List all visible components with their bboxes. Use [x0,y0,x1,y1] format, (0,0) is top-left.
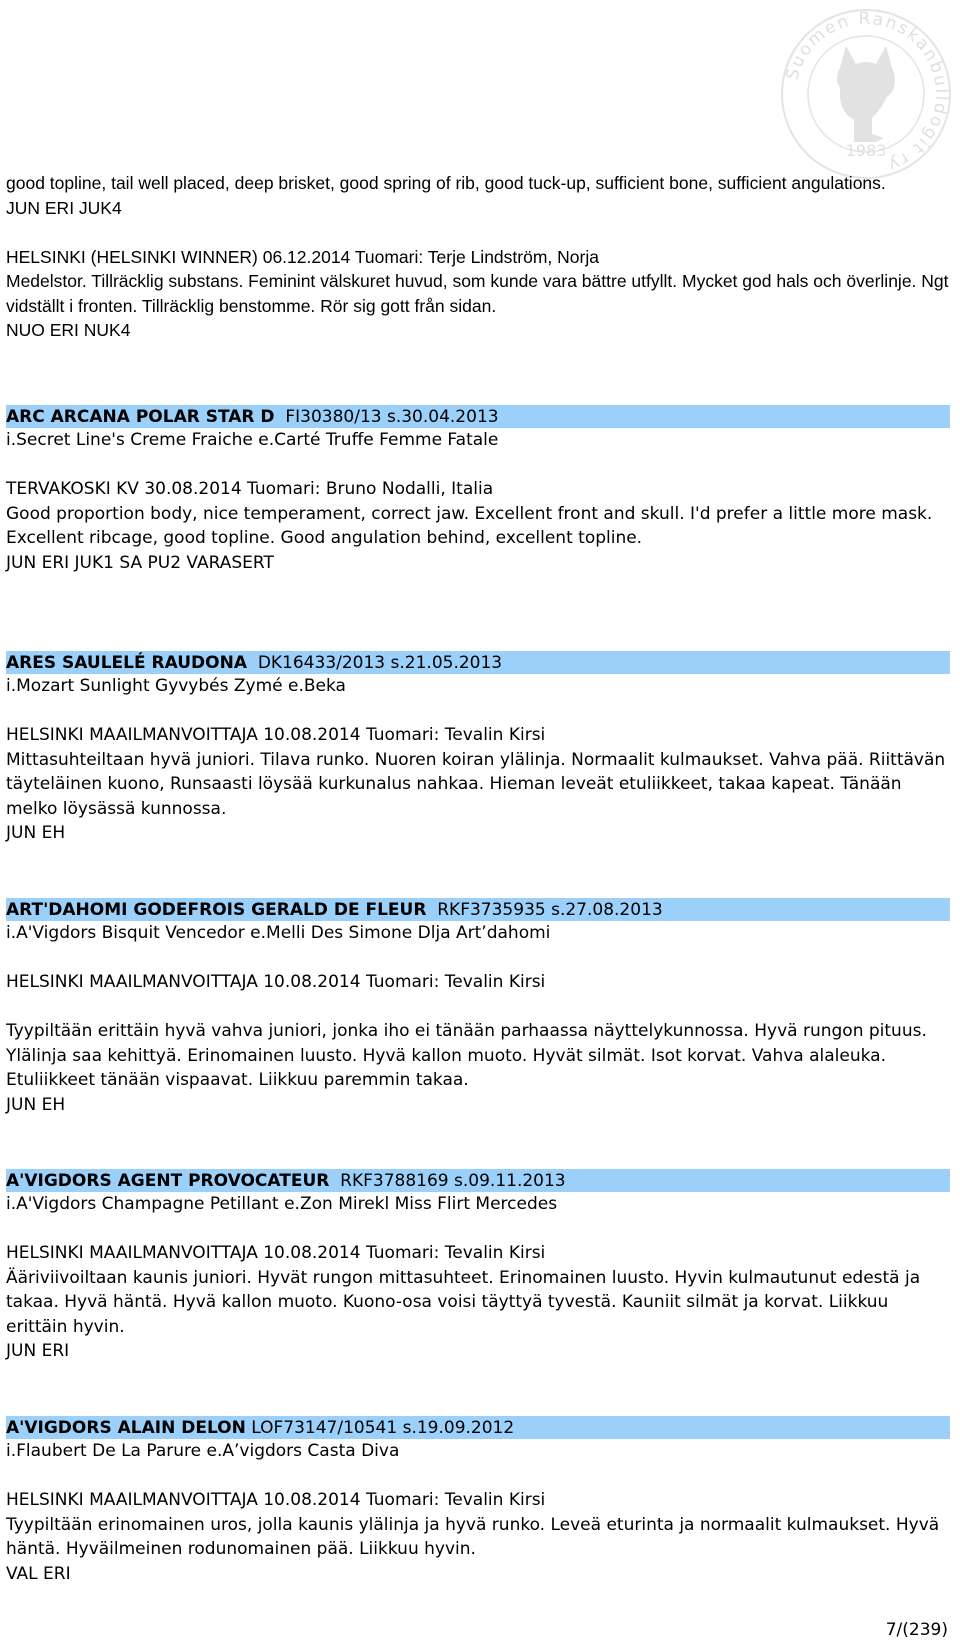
critique-text: Tyypiltään erinomainen uros, jolla kaunis ylälinja ja hyvä runko. Leveä eturinta ja normaalit kulmaukset. Hyvä häntä. Hyväilmeinen rodunomainen pää. Liikkuu hyvin. [6,1514,940,1559]
dog-registration: RKF3735935 s.27.08.2013 [437,900,663,920]
critique-text: Mittasuhteiltaan hyvä juniori. Tilava runko. Nuoren koiran ylälinja. Normaalit kulmaukset. Vahva pää. Riittävän täyteläinen kuono, Runsaasti löysää kurkunalus nahkaa. Hieman leveät etuliikkeet, takaa kapeat. Tänään melko löysässä kunnossa. [6,749,946,819]
dog-name: A'VIGDORS ALAIN DELON [6,1418,246,1438]
dog-header [6,405,950,428]
dog-parents: i.Flaubert De La Parure e.A’vigdors Casta Diva [6,1441,400,1461]
dog-parents: i.Mozart Sunlight Gyvybés Zymé e.Beka [6,676,346,696]
result-line: JUN EH [6,1094,66,1115]
dog-entry [6,405,950,575]
result-line: JUN ERI [6,1341,70,1361]
dog-parents: i.Secret Line's Creme Fraiche e.Carté Truffe Femme Fatale [6,430,499,450]
critique-text: Medelstor. Tillräcklig substans. Feminint välskuret huvud, som kunde vara bättre utfyllt. Mycket god hals och överlinje. Ngt vidställt i fronten. Tillräcklig benstomme. Rör sig gott från sidan. [6,271,949,316]
show-line: HELSINKI MAAILMANVOITTAJA 10.08.2014 Tuomari: Tevalin Kirsi [6,1243,546,1263]
dog-header [6,1169,950,1192]
seal-year: 1983 [845,141,887,160]
dog-entry [6,1169,950,1364]
dog-name: ART'DAHOMI GODEFROIS GERALD DE FLEUR [6,900,427,920]
result-line: JUN EH [6,823,66,843]
dog-header [6,651,950,674]
critique-text: Tyypiltään erittäin hyvä vahva juniori, jonka iho ei tänään parhaassa näyttelykunnossa. Hyvä rungon pituus. Ylälinja saa kehittyä. Erinomainen luusto. Hyvä kallon muoto. Hyvät silmät. Isot korvat. Vahva alaleuka. Etuliikkeet tänään vispaavat. Liikkuu paremmin takaa. [6,1021,927,1090]
dog-header [6,898,950,921]
club-seal-watermark [778,6,954,182]
show-line: HELSINKI MAAILMANVOITTAJA 10.08.2014 Tuomari: Tevalin Kirsi [6,972,546,992]
dog-entry [6,651,950,846]
result-line: VAL ERI [6,1563,71,1584]
bulldog-icon [837,46,895,142]
dog-parents: i.A'Vigdors Champagne Petillant e.Zon Mirekl Miss Flirt Mercedes [6,1194,558,1214]
show-line: HELSINKI MAAILMANVOITTAJA 10.08.2014 Tuomari: Tevalin Kirsi [6,1490,546,1510]
dog-entry [6,1416,950,1586]
critique-text: Ääriviivoiltaan kaunis juniori. Hyvät rungon mittasuhteet. Erinomainen luusto. Hyvin kulmautunut edestä ja takaa. Hyvä häntä. Hyvä kallon muoto. Kuono-osa voisi täyttyä tyvestä. Kauniit silmät ja korvat. Liikkuu erittäin hyvin. [6,1267,921,1337]
dog-name: ARC ARCANA POLAR STAR D [6,407,275,427]
dog-registration: LOF73147/10541 s.19.09.2012 [251,1418,515,1438]
show-line: HELSINKI MAAILMANVOITTAJA 10.08.2014 Tuomari: Tevalin Kirsi [6,725,546,745]
show-line: TERVAKOSKI KV 30.08.2014 Tuomari: Bruno Nodalli, Italia [6,479,494,499]
result-line: JUN ERI JUK4 [6,197,122,218]
seal-ring-text: Suomen Ranskanbulldogit ry [782,8,952,176]
critique-text: Good proportion body, nice temperament, correct jaw. Excellent front and skull. I'd prefer a little more mask. Excellent ribcage, good topline. Good angulation behind, excellent topline. [6,503,933,548]
critique-text: good topline, tail well placed, deep brisket, good spring of rib, good tuck-up, sufficient bone, sufficient angulations. [6,173,886,193]
dog-registration: DK16433/2013 s.21.05.2013 [257,653,503,673]
dog-parents: i.A'Vigdors Bisquit Vencedor e.Melli Des Simone Dlja Art’dahomi [6,923,551,943]
dog-header [6,1416,950,1439]
result-line: JUN ERI JUK1 SA PU2 VARASERT [6,552,274,573]
dog-name: A'VIGDORS AGENT PROVOCATEUR [6,1171,330,1191]
intro-block [6,171,950,343]
page-number: 7/(239) [885,1620,948,1640]
dog-name: ARES SAULELÉ RAUDONA [6,653,247,673]
dog-registration: FI30380/13 s.30.04.2013 [285,407,499,427]
result-line: NUO ERI NUK4 [6,320,131,340]
dog-entry [6,898,950,1117]
dog-registration: RKF3788169 s.09.11.2013 [340,1171,566,1191]
show-line: HELSINKI (HELSINKI WINNER) 06.12.2014 Tuomari: Terje Lindström, Norja [6,246,599,267]
